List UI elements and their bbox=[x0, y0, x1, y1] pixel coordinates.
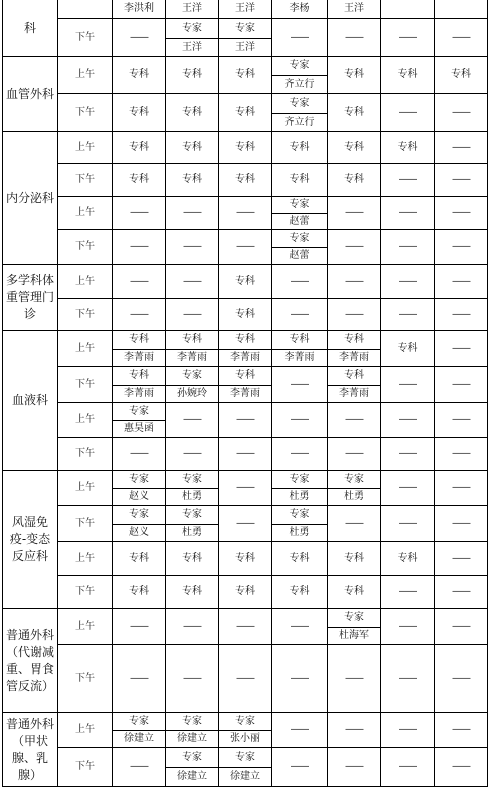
cell-divider bbox=[272, 524, 327, 525]
empty-slot: —— bbox=[183, 448, 201, 459]
doctor-name: 李杨 bbox=[289, 2, 310, 14]
empty-slot: —— bbox=[290, 308, 309, 320]
cell-divider bbox=[272, 488, 327, 489]
empty-slot: —— bbox=[398, 482, 417, 493]
clinic-type: 专科 bbox=[235, 275, 255, 287]
period-label: 上午 bbox=[75, 207, 95, 218]
doctor-name: 杜勇 bbox=[344, 491, 364, 502]
cell-divider bbox=[166, 488, 218, 489]
period-label: 下午 bbox=[75, 308, 95, 320]
doctor-name: 张小丽 bbox=[230, 733, 260, 744]
doctor-name: 赵义 bbox=[129, 491, 149, 502]
clinic-type: 专家 bbox=[289, 60, 310, 71]
period-label: 上午 bbox=[75, 342, 95, 354]
empty-slot: —— bbox=[452, 761, 470, 772]
clinic-type: 专家 bbox=[182, 751, 202, 763]
doctor-name: 杜勇 bbox=[182, 527, 202, 538]
empty-slot: —— bbox=[130, 241, 148, 252]
empty-slot: —— bbox=[290, 31, 309, 43]
clinic-type: 专科 bbox=[235, 106, 255, 118]
empty-slot: —— bbox=[345, 672, 363, 684]
doctor-name: 王洋 bbox=[182, 2, 202, 14]
cell-divider bbox=[113, 488, 165, 489]
empty-slot: —— bbox=[452, 552, 470, 564]
empty-slot: —— bbox=[130, 207, 148, 218]
period-label: 上午 bbox=[75, 552, 95, 564]
empty-slot: —— bbox=[398, 207, 417, 218]
doctor-name: 李菁雨 bbox=[124, 388, 154, 399]
cell-divider bbox=[272, 349, 327, 350]
empty-slot: —— bbox=[452, 141, 470, 153]
clinic-type: 专科 bbox=[235, 370, 255, 381]
doctor-name: 徐建立 bbox=[177, 733, 207, 744]
clinic-type: 专家 bbox=[344, 473, 364, 485]
clinic-type: 专家 bbox=[289, 473, 310, 485]
doctor-name: 徐建立 bbox=[124, 733, 154, 744]
doctor-name: 杜勇 bbox=[182, 491, 202, 502]
empty-slot: —— bbox=[130, 31, 148, 43]
doctor-name: 徐建立 bbox=[230, 771, 260, 782]
cell-divider bbox=[166, 524, 218, 525]
empty-slot: —— bbox=[452, 275, 470, 287]
empty-slot: —— bbox=[452, 620, 470, 632]
period-label: 上午 bbox=[75, 414, 95, 425]
clinic-type: 专家 bbox=[289, 199, 310, 210]
doctor-name: 李菁雨 bbox=[124, 352, 154, 363]
empty-slot: —— bbox=[398, 586, 417, 597]
clinic-type: 专科 bbox=[235, 174, 255, 185]
clinic-type: 专科 bbox=[289, 174, 310, 185]
period-label: 上午 bbox=[75, 620, 95, 632]
empty-slot: —— bbox=[452, 378, 470, 390]
empty-slot: —— bbox=[290, 448, 309, 459]
cell-divider bbox=[219, 767, 271, 768]
clinic-type: 专家 bbox=[129, 715, 149, 727]
clinic-type: 专科 bbox=[289, 552, 310, 564]
clinic-type: 专家 bbox=[289, 509, 310, 520]
clinic-type: 专科 bbox=[397, 552, 418, 564]
cell-divider bbox=[272, 75, 327, 76]
empty-slot: —— bbox=[345, 761, 363, 772]
empty-slot: —— bbox=[290, 378, 309, 390]
clinic-type: 专科 bbox=[451, 69, 471, 80]
clinic-type: 专家 bbox=[235, 715, 255, 727]
empty-slot: —— bbox=[236, 414, 254, 425]
clinic-type: 专家 bbox=[129, 509, 149, 520]
empty-slot: —— bbox=[236, 620, 254, 632]
empty-slot: —— bbox=[236, 517, 254, 529]
clinic-type: 专科 bbox=[397, 342, 418, 354]
empty-slot: —— bbox=[398, 761, 417, 772]
clinic-type: 专家 bbox=[182, 22, 202, 34]
empty-slot: —— bbox=[452, 517, 470, 529]
empty-slot: —— bbox=[183, 672, 201, 684]
empty-slot: —— bbox=[290, 672, 309, 684]
doctor-name: 赵义 bbox=[129, 527, 149, 538]
doctor-name: 李菁雨 bbox=[284, 352, 315, 363]
empty-slot: —— bbox=[130, 448, 148, 459]
empty-slot: —— bbox=[290, 761, 309, 772]
clinic-type: 专科 bbox=[289, 141, 310, 153]
clinic-type: 专科 bbox=[344, 334, 364, 345]
clinic-type: 专家 bbox=[344, 612, 364, 623]
empty-slot: —— bbox=[452, 448, 470, 459]
empty-slot: —— bbox=[398, 241, 417, 252]
empty-slot: —— bbox=[236, 207, 254, 218]
empty-slot: —— bbox=[452, 106, 470, 118]
clinic-type: 专科 bbox=[182, 586, 202, 597]
clinic-type: 专科 bbox=[182, 334, 202, 345]
clinic-type: 专家 bbox=[235, 751, 255, 763]
empty-slot: —— bbox=[345, 31, 363, 43]
empty-slot: —— bbox=[398, 448, 417, 459]
clinic-type: 专科 bbox=[235, 141, 255, 153]
clinic-type: 专家 bbox=[289, 97, 310, 109]
empty-slot: —— bbox=[183, 620, 201, 632]
cell-divider bbox=[328, 488, 380, 489]
doctor-name: 杜海军 bbox=[339, 630, 369, 641]
period-label: 上午 bbox=[75, 141, 95, 153]
clinic-type: 专科 bbox=[129, 174, 149, 185]
empty-slot: —— bbox=[452, 308, 470, 320]
cell-divider bbox=[113, 420, 165, 421]
cell-divider bbox=[166, 730, 218, 731]
clinic-schedule-table bbox=[2, 0, 487, 786]
department-label: 血管外科 bbox=[6, 86, 55, 101]
empty-slot: —— bbox=[398, 724, 417, 735]
empty-slot: —— bbox=[398, 31, 417, 43]
empty-slot: —— bbox=[452, 724, 470, 735]
empty-slot: —— bbox=[345, 308, 363, 320]
empty-slot: —— bbox=[183, 207, 201, 218]
cell-divider bbox=[328, 627, 380, 628]
cell-divider bbox=[113, 349, 165, 350]
clinic-type: 专科 bbox=[344, 370, 364, 381]
clinic-type: 专科 bbox=[289, 586, 310, 597]
empty-slot: —— bbox=[452, 414, 470, 425]
clinic-type: 专家 bbox=[289, 232, 310, 244]
doctor-name: 杜勇 bbox=[289, 527, 310, 538]
clinic-type: 专科 bbox=[289, 334, 310, 345]
doctor-name: 李菁雨 bbox=[230, 352, 260, 363]
clinic-type: 专科 bbox=[235, 586, 255, 597]
clinic-type: 专科 bbox=[182, 69, 202, 80]
cell-divider bbox=[272, 247, 327, 248]
empty-slot: —— bbox=[236, 448, 254, 459]
clinic-type: 专科 bbox=[129, 370, 149, 381]
empty-slot: —— bbox=[183, 308, 201, 320]
cell-divider bbox=[219, 349, 271, 350]
doctor-name: 杜勇 bbox=[289, 491, 310, 502]
empty-slot: —— bbox=[345, 241, 363, 252]
empty-slot: —— bbox=[290, 724, 309, 735]
clinic-type: 专科 bbox=[235, 308, 255, 320]
period-label: 下午 bbox=[75, 106, 95, 118]
clinic-type: 专科 bbox=[344, 552, 364, 564]
empty-slot: —— bbox=[398, 378, 417, 390]
clinic-type: 专科 bbox=[235, 552, 255, 564]
period-label: 上午 bbox=[75, 724, 95, 735]
empty-slot: —— bbox=[398, 106, 417, 118]
empty-slot: —— bbox=[398, 275, 417, 287]
period-label: 下午 bbox=[75, 174, 95, 185]
doctor-name: 王洋 bbox=[235, 41, 255, 53]
empty-slot: —— bbox=[236, 672, 254, 684]
empty-slot: —— bbox=[398, 308, 417, 320]
clinic-type: 专科 bbox=[129, 334, 149, 345]
empty-slot: —— bbox=[398, 517, 417, 529]
department-label: 风湿免疫-变态反应科 bbox=[9, 515, 51, 563]
clinic-type: 专科 bbox=[344, 174, 364, 185]
doctor-name: 王洋 bbox=[182, 41, 202, 53]
cell-divider bbox=[328, 349, 380, 350]
doctor-name: 李菁雨 bbox=[339, 352, 369, 363]
doctor-name: 李洪利 bbox=[124, 2, 154, 14]
clinic-type: 专科 bbox=[129, 69, 149, 80]
empty-slot: —— bbox=[398, 414, 417, 425]
period-label: 下午 bbox=[75, 761, 95, 772]
cell-divider bbox=[219, 38, 271, 39]
clinic-type: 专家 bbox=[182, 715, 202, 727]
empty-slot: —— bbox=[345, 517, 363, 529]
empty-slot: —— bbox=[183, 414, 201, 425]
clinic-type: 专科 bbox=[344, 106, 364, 118]
empty-slot: —— bbox=[345, 724, 363, 735]
period-label: 下午 bbox=[75, 517, 95, 529]
doctor-name: 赵蕾 bbox=[289, 250, 310, 261]
empty-slot: —— bbox=[345, 207, 363, 218]
doctor-name: 王洋 bbox=[344, 2, 364, 14]
period-label: 下午 bbox=[75, 378, 95, 390]
empty-slot: —— bbox=[398, 174, 417, 185]
empty-slot: —— bbox=[236, 241, 254, 252]
period-label: 上午 bbox=[75, 69, 95, 80]
empty-slot: —— bbox=[130, 761, 148, 772]
empty-slot: —— bbox=[130, 672, 148, 684]
doctor-name: 李菁雨 bbox=[339, 388, 369, 399]
empty-slot: —— bbox=[130, 308, 148, 320]
clinic-type: 专科 bbox=[235, 69, 255, 80]
cell-divider bbox=[113, 385, 165, 386]
department-label: 普通外科（代谢减重、胃食管反流） bbox=[6, 627, 55, 693]
doctor-name: 赵蕾 bbox=[289, 215, 310, 227]
clinic-type: 专科 bbox=[129, 586, 149, 597]
department-label: 科 bbox=[23, 21, 36, 35]
cell-divider bbox=[113, 730, 165, 731]
empty-slot: —— bbox=[452, 672, 470, 684]
clinic-type: 专家 bbox=[182, 473, 202, 485]
empty-slot: —— bbox=[345, 414, 363, 425]
clinic-type: 专科 bbox=[344, 586, 364, 597]
department-label: 内分泌科 bbox=[6, 190, 55, 205]
empty-slot: —— bbox=[236, 482, 254, 493]
cell-divider bbox=[219, 730, 271, 731]
period-label: 上午 bbox=[75, 275, 95, 287]
doctor-name: 王洋 bbox=[235, 2, 255, 14]
period-label: 下午 bbox=[75, 586, 95, 597]
empty-slot: —— bbox=[290, 620, 309, 632]
empty-slot: —— bbox=[452, 31, 470, 43]
period-label: 下午 bbox=[75, 31, 95, 43]
clinic-type: 专科 bbox=[182, 174, 202, 185]
empty-slot: —— bbox=[183, 275, 201, 287]
period-label: 下午 bbox=[75, 241, 95, 252]
empty-slot: —— bbox=[452, 586, 470, 597]
clinic-type: 专科 bbox=[182, 552, 202, 564]
clinic-type: 专科 bbox=[344, 69, 364, 80]
doctor-name: 惠昊函 bbox=[124, 423, 154, 434]
empty-slot: —— bbox=[345, 275, 363, 287]
clinic-type: 专科 bbox=[344, 141, 364, 153]
cell-divider bbox=[166, 385, 218, 386]
empty-slot: —— bbox=[290, 275, 309, 287]
clinic-type: 专科 bbox=[182, 141, 202, 153]
period-label: 上午 bbox=[75, 482, 95, 493]
period-label: 下午 bbox=[75, 672, 95, 684]
clinic-type: 专家 bbox=[182, 509, 202, 520]
empty-slot: —— bbox=[130, 275, 148, 287]
clinic-type: 专科 bbox=[129, 552, 149, 564]
doctor-name: 李菁雨 bbox=[230, 388, 260, 399]
cell-divider bbox=[166, 349, 218, 350]
department-label: 普通外科（甲状腺、乳腺） bbox=[6, 716, 55, 782]
doctor-name: 齐立行 bbox=[284, 78, 315, 90]
empty-slot: —— bbox=[452, 207, 470, 218]
empty-slot: —— bbox=[452, 482, 470, 493]
clinic-type: 专家 bbox=[129, 473, 149, 485]
cell-divider bbox=[328, 385, 380, 386]
cell-divider bbox=[272, 113, 327, 114]
department-label: 血液科 bbox=[11, 393, 48, 407]
clinic-type: 专科 bbox=[397, 141, 418, 153]
empty-slot: —— bbox=[398, 672, 417, 684]
empty-slot: —— bbox=[130, 620, 148, 632]
empty-slot: —— bbox=[452, 174, 470, 185]
clinic-type: 专科 bbox=[129, 106, 149, 118]
doctor-name: 齐立行 bbox=[284, 116, 315, 128]
clinic-type: 专家 bbox=[129, 405, 149, 417]
cell-divider bbox=[166, 767, 218, 768]
empty-slot: —— bbox=[452, 342, 470, 354]
empty-slot: —— bbox=[183, 241, 201, 252]
clinic-type: 专家 bbox=[182, 370, 202, 381]
empty-slot: —— bbox=[398, 620, 417, 632]
empty-slot: —— bbox=[452, 241, 470, 252]
empty-slot: —— bbox=[345, 448, 363, 459]
clinic-type: 专科 bbox=[397, 69, 418, 80]
department-label: 多学科体重管理门诊 bbox=[6, 273, 55, 321]
clinic-type: 专科 bbox=[129, 141, 149, 153]
doctor-name: 李菁雨 bbox=[177, 352, 207, 363]
clinic-type: 专科 bbox=[182, 106, 202, 118]
cell-divider bbox=[166, 38, 218, 39]
cell-divider bbox=[113, 524, 165, 525]
clinic-type: 专家 bbox=[235, 22, 255, 34]
doctor-name: 徐建立 bbox=[177, 771, 207, 782]
period-label: 下午 bbox=[75, 448, 95, 459]
doctor-name: 孙婉玲 bbox=[177, 388, 207, 399]
grid-vline bbox=[487, 0, 488, 786]
cell-divider bbox=[272, 213, 327, 214]
clinic-type: 专科 bbox=[235, 334, 255, 345]
cell-divider bbox=[219, 385, 271, 386]
empty-slot: —— bbox=[290, 414, 309, 425]
